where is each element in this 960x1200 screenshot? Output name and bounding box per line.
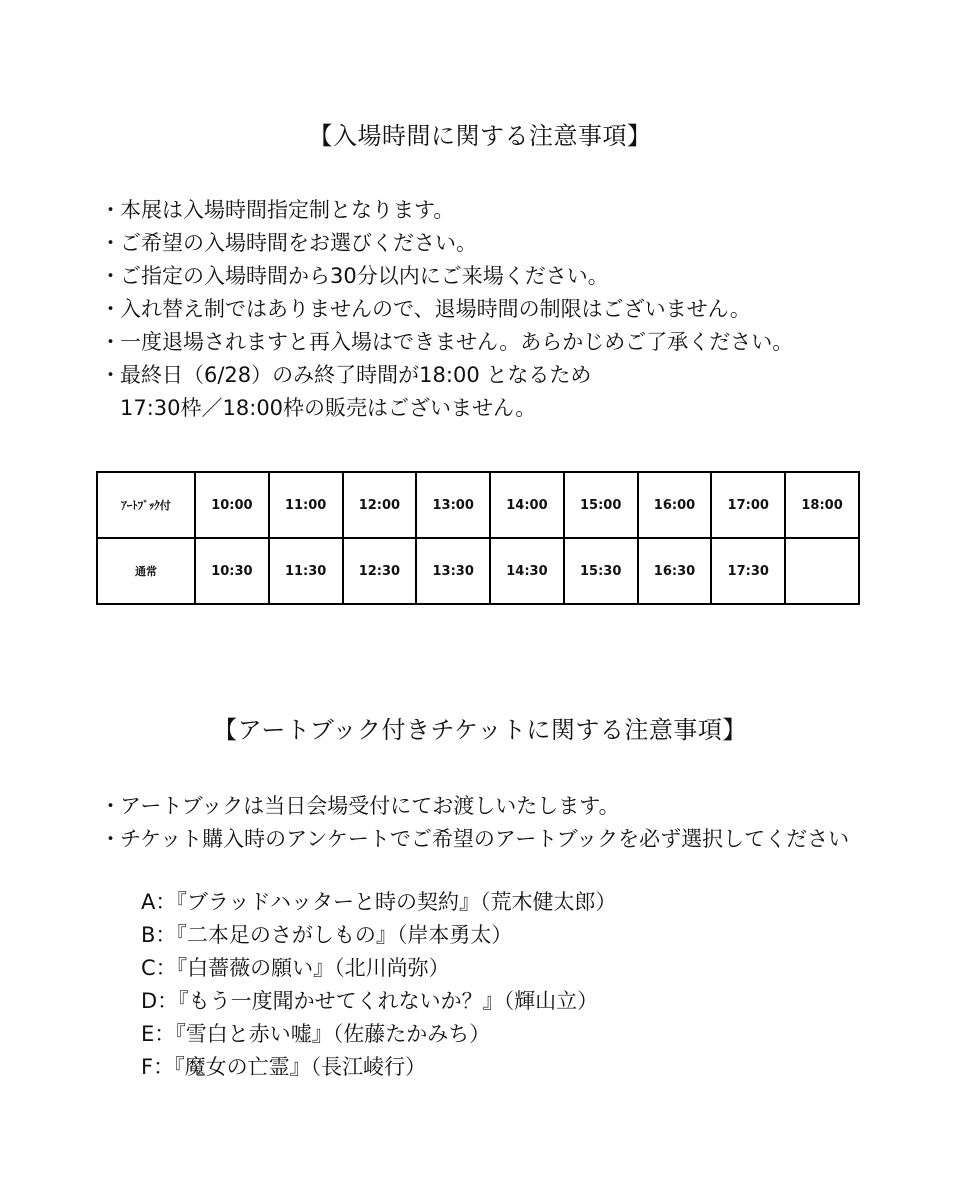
time-slot: 14:00 — [490, 472, 564, 538]
list-item-continuation: 17:30枠／18:00枠の販売はございません。 — [120, 396, 537, 420]
bullet-marker: ・ — [100, 198, 121, 222]
time-slot: 13:30 — [416, 538, 490, 604]
list-item — [100, 359, 793, 392]
time-slot: 11:30 — [269, 538, 343, 604]
time-slot: 18:00 — [785, 472, 859, 538]
artbook-options-list — [141, 886, 617, 1084]
bullet-text: チケット購入時のアンケートでご希望のアートブックを必ず選択してください — [120, 827, 850, 851]
bullet-marker: ・ — [100, 827, 121, 851]
artbook-option-e: E：『雪白と赤い嘘』（佐藤たかみち） — [141, 1022, 491, 1046]
list-item — [100, 227, 793, 260]
list-item — [100, 260, 793, 293]
bullet-text: アートブックは当日会場受付にてお渡しいたします。 — [120, 794, 620, 818]
row-label-regular: 通常 — [97, 538, 195, 604]
artbook-option-a: A：『ブラッドハッターと時の契約』（荒木健太郎） — [141, 890, 617, 914]
list-item — [100, 790, 849, 823]
list-item — [100, 823, 849, 856]
artbook-option-f: F：『魔女の亡霊』（長江崚行） — [141, 1055, 427, 1079]
artbook-ticket-notes-list — [100, 790, 849, 856]
table-row — [97, 538, 859, 604]
entry-time-schedule-table — [96, 471, 860, 605]
artbook-ticket-notes-heading: 【アートブック付きチケットに関する注意事項】 — [213, 716, 747, 744]
bullet-marker: ・ — [100, 794, 121, 818]
time-slot: 12:30 — [343, 538, 417, 604]
bullet-text: 入れ替え制ではありませんので、退場時間の制限はございません。 — [120, 297, 751, 321]
time-slot: 15:30 — [564, 538, 638, 604]
time-slot: 11:00 — [269, 472, 343, 538]
time-slot: 17:00 — [711, 472, 785, 538]
table-row — [97, 472, 859, 538]
bullet-marker: ・ — [100, 231, 121, 255]
bullet-text: ご指定の入場時間から30分以内にご来場ください。 — [120, 264, 609, 288]
bullet-text: 最終日（6/28）のみ終了時間が18:00 となるため — [120, 363, 592, 387]
bullet-text: 本展は入場時間指定制となります。 — [120, 198, 455, 222]
time-slot: 13:00 — [416, 472, 490, 538]
time-slot: 17:30 — [711, 538, 785, 604]
artbook-option-b: B：『二本足のさがしもの』（岸本勇太） — [141, 923, 513, 947]
time-slot: 12:00 — [343, 472, 417, 538]
time-slot: 10:30 — [195, 538, 269, 604]
row-label-artbook: ｱｰﾄﾌﾞｯｸ付 — [97, 472, 195, 538]
artbook-option-c: C：『白薔薇の願い』（北川尚弥） — [141, 956, 450, 980]
bullet-marker: ・ — [100, 363, 121, 387]
time-slot-empty — [785, 538, 859, 604]
bullet-marker: ・ — [100, 297, 121, 321]
bullet-text: ご希望の入場時間をお選びください。 — [120, 231, 477, 255]
bullet-text: 一度退場されますと再入場はできません。あらかじめご了承ください。 — [120, 330, 794, 354]
list-item — [100, 194, 793, 227]
list-item — [100, 326, 793, 359]
time-slot: 16:00 — [638, 472, 712, 538]
time-slot: 16:30 — [638, 538, 712, 604]
list-item — [100, 293, 793, 326]
entry-time-notes-heading: 【入場時間に関する注意事項】 — [308, 122, 652, 150]
time-slot: 15:00 — [564, 472, 638, 538]
artbook-option-d: D：『もう一度聞かせてくれないか？』（輝山立） — [141, 989, 599, 1013]
time-slot: 14:30 — [490, 538, 564, 604]
time-slot: 10:00 — [195, 472, 269, 538]
bullet-marker: ・ — [100, 330, 121, 354]
bullet-marker: ・ — [100, 264, 121, 288]
entry-time-notes-list — [100, 194, 793, 425]
